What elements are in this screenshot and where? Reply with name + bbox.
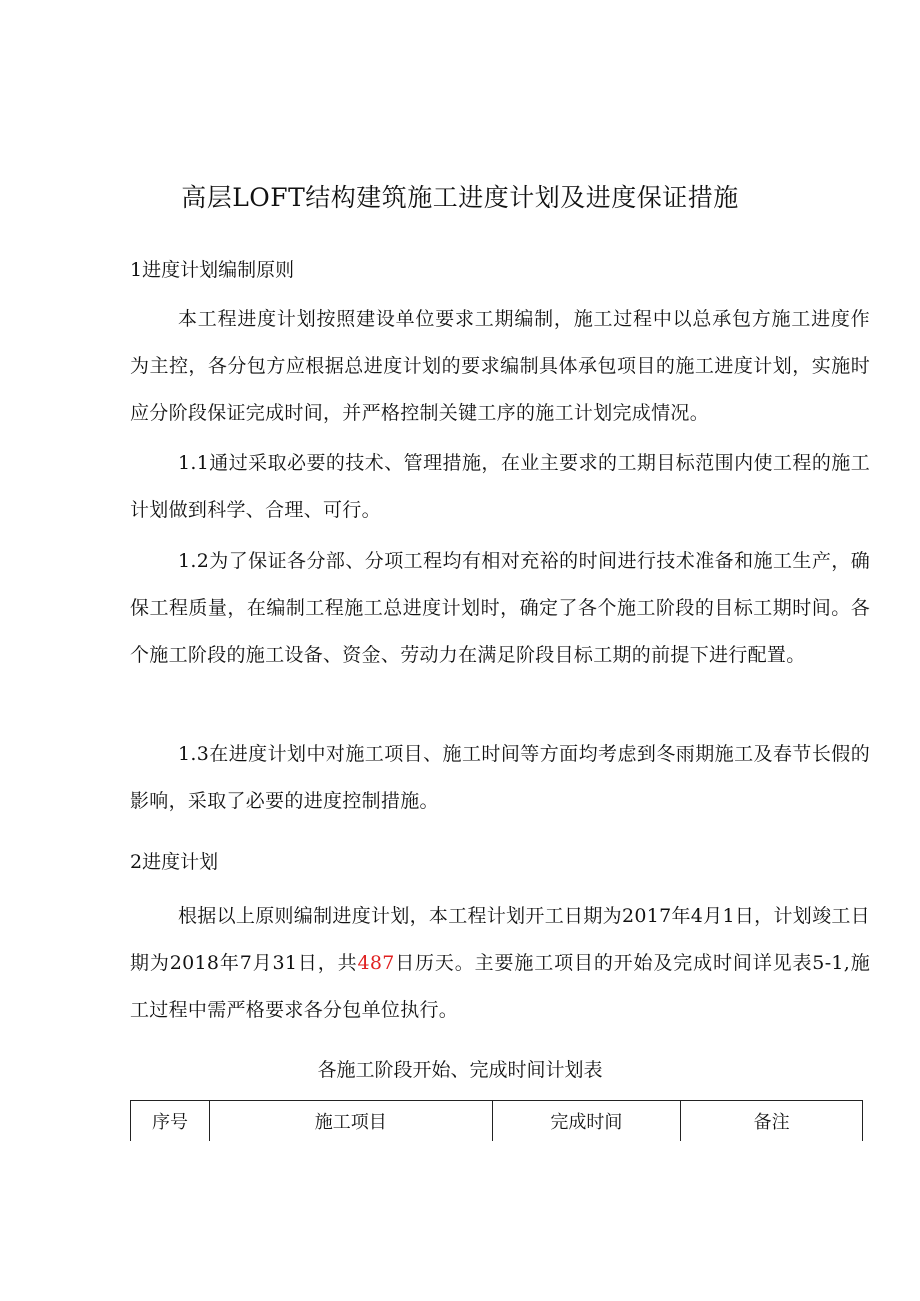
item-1-2-paragraph: 1.2为了保证各分部、分项工程均有相对充裕的时间进行技术准备和施工生产，确保工程质量，在编制工程施工总进度计划时，确定了各个施工阶段的目标工期时间。各个施工阶段的施工设备、资金、劳动力在满足阶段目标工期的前提下进行配置。 — [130, 550, 870, 666]
document-title: 高层LOFT结构建筑施工进度计划及进度保证措施 — [181, 183, 739, 212]
table-header-row — [131, 1101, 863, 1142]
section-2-paragraph — [130, 893, 870, 1034]
header-cell-project: 施工项目 — [209, 1101, 492, 1142]
header-cell-index: 序号 — [131, 1101, 210, 1142]
section-2-text-before: 根据以上原则编制进度计划，本工程计划开工日期为2017年4月1日，计划竣工日期为2018年7月31日，共 — [130, 905, 870, 974]
section-2-text-after: 日历天。主要施工项目的开始及完成时间详见表5-1,施工过程中需严格要求各分包单位执行。 — [130, 952, 870, 1021]
table-caption: 各施工阶段开始、完成时间计划表 — [317, 1059, 603, 1081]
total-days-value: 487 — [357, 952, 395, 974]
header-cell-remarks: 备注 — [681, 1101, 863, 1142]
header-cell-completion-time: 完成时间 — [492, 1101, 681, 1142]
section-1-heading: 1进度计划编制原则 — [130, 259, 295, 281]
schedule-table — [130, 1100, 863, 1141]
item-1-3-paragraph: 1.3在进度计划中对施工项目、施工时间等方面均考虑到冬雨期施工及春节长假的影响，采取了必要的进度控制措施。 — [130, 743, 870, 812]
section-2-heading: 2进度计划 — [130, 851, 219, 873]
section-1-intro-paragraph: 本工程进度计划按照建设单位要求工期编制，施工过程中以总承包方施工进度作为主控，各分包方应根据总进度计划的要求编制具体承包项目的施工进度计划，实施时应分阶段保证完成时间，并严格控制关键工序的施工计划完成情况。 — [130, 308, 870, 424]
item-1-1-paragraph: 1.1通过采取必要的技术、管理措施，在业主要求的工期目标范围内使工程的施工计划做到科学、合理、可行。 — [130, 452, 870, 521]
